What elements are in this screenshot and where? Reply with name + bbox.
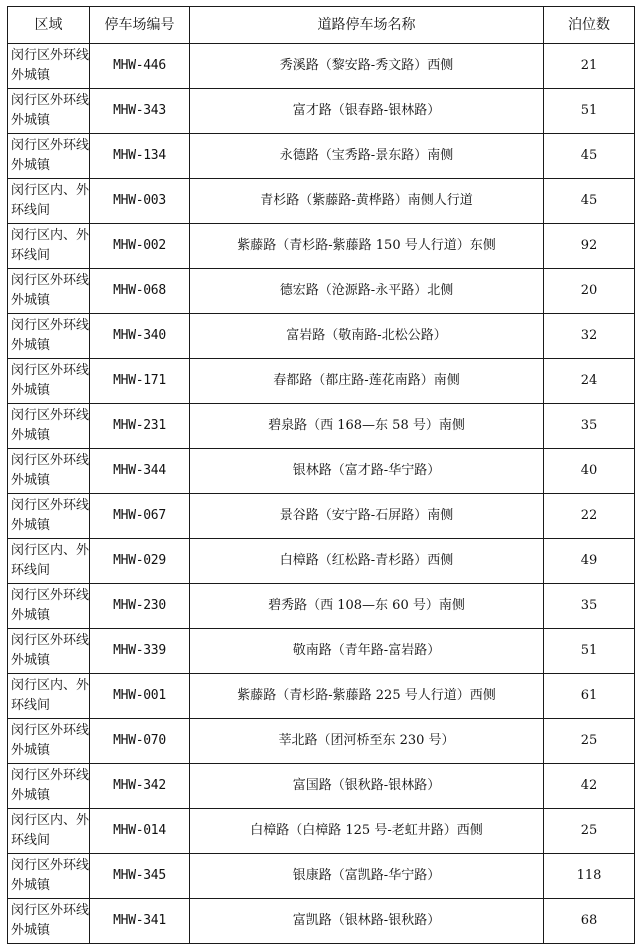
road-name: 紫藤路（青杉路-紫藤路 150 号人行道）东侧 xyxy=(190,224,544,269)
code-cell: MHW-340 xyxy=(90,314,190,359)
district-cell: 闵行区外环线外城镇 xyxy=(8,494,90,539)
spaces-cell: 45 xyxy=(544,134,635,179)
road-name: 秀溪路（黎安路-秀文路）西侧 xyxy=(190,44,544,89)
header-code: 停车场编号 xyxy=(90,7,190,44)
spaces-cell: 40 xyxy=(544,449,635,494)
table-row xyxy=(8,449,635,494)
table-row xyxy=(8,539,635,584)
table-row xyxy=(8,854,635,899)
table-row xyxy=(8,899,635,944)
code-cell: MHW-002 xyxy=(90,224,190,269)
header-spaces: 泊位数 xyxy=(544,7,635,44)
table-row xyxy=(8,674,635,719)
district-cell: 闵行区外环线外城镇 xyxy=(8,134,90,179)
road-name: 紫藤路（青杉路-紫藤路 225 号人行道）西侧 xyxy=(190,674,544,719)
table-row xyxy=(8,494,635,539)
district-cell: 闵行区外环线外城镇 xyxy=(8,719,90,764)
table-row xyxy=(8,224,635,269)
district-cell: 闵行区内、外环线间 xyxy=(8,179,90,224)
table-body xyxy=(8,44,635,944)
table-row xyxy=(8,314,635,359)
code-cell: MHW-068 xyxy=(90,269,190,314)
road-name: 银林路（富才路-华宁路） xyxy=(190,449,544,494)
road-name: 春都路（都庄路-莲花南路）南侧 xyxy=(190,359,544,404)
spaces-cell: 25 xyxy=(544,719,635,764)
road-name: 碧泉路（西 168—东 58 号）南侧 xyxy=(190,404,544,449)
code-cell: MHW-446 xyxy=(90,44,190,89)
district-cell: 闵行区外环线外城镇 xyxy=(8,404,90,449)
spaces-cell: 35 xyxy=(544,404,635,449)
district-cell: 闵行区外环线外城镇 xyxy=(8,89,90,134)
road-name: 富凯路（银林路-银秋路） xyxy=(190,899,544,944)
code-cell: MHW-134 xyxy=(90,134,190,179)
code-cell: MHW-001 xyxy=(90,674,190,719)
code-cell: MHW-171 xyxy=(90,359,190,404)
road-name: 永德路（宝秀路-景东路）南侧 xyxy=(190,134,544,179)
district-cell: 闵行区外环线外城镇 xyxy=(8,449,90,494)
road-name: 景谷路（安宁路-石屏路）南侧 xyxy=(190,494,544,539)
table-row xyxy=(8,89,635,134)
road-name: 富国路（银秋路-银林路） xyxy=(190,764,544,809)
district-cell: 闵行区内、外环线间 xyxy=(8,224,90,269)
spaces-cell: 92 xyxy=(544,224,635,269)
road-name: 德宏路（沧源路-永平路）北侧 xyxy=(190,269,544,314)
district-cell: 闵行区外环线外城镇 xyxy=(8,269,90,314)
district-cell: 闵行区外环线外城镇 xyxy=(8,629,90,674)
code-cell: MHW-014 xyxy=(90,809,190,854)
table-row xyxy=(8,404,635,449)
spaces-cell: 32 xyxy=(544,314,635,359)
spaces-cell: 20 xyxy=(544,269,635,314)
code-cell: MHW-230 xyxy=(90,584,190,629)
road-name: 青杉路（紫藤路-黄桦路）南侧人行道 xyxy=(190,179,544,224)
road-name: 富才路（银春路-银林路） xyxy=(190,89,544,134)
district-cell: 闵行区外环线外城镇 xyxy=(8,584,90,629)
road-name: 莘北路（团河桥至东 230 号） xyxy=(190,719,544,764)
table-row xyxy=(8,764,635,809)
spaces-cell: 24 xyxy=(544,359,635,404)
header-row xyxy=(8,7,635,44)
spaces-cell: 25 xyxy=(544,809,635,854)
code-cell: MHW-029 xyxy=(90,539,190,584)
road-name: 碧秀路（西 108—东 60 号）南侧 xyxy=(190,584,544,629)
table-row xyxy=(8,134,635,179)
table-row xyxy=(8,719,635,764)
spaces-cell: 49 xyxy=(544,539,635,584)
spaces-cell: 45 xyxy=(544,179,635,224)
code-cell: MHW-344 xyxy=(90,449,190,494)
spaces-cell: 35 xyxy=(544,584,635,629)
table-row xyxy=(8,44,635,89)
road-name: 富岩路（敬南路-北松公路） xyxy=(190,314,544,359)
spaces-cell: 51 xyxy=(544,89,635,134)
spaces-cell: 118 xyxy=(544,854,635,899)
district-cell: 闵行区外环线外城镇 xyxy=(8,854,90,899)
code-cell: MHW-345 xyxy=(90,854,190,899)
district-cell: 闵行区内、外环线间 xyxy=(8,809,90,854)
header-name: 道路停车场名称 xyxy=(190,7,544,44)
table-row xyxy=(8,809,635,854)
district-cell: 闵行区外环线外城镇 xyxy=(8,764,90,809)
spaces-cell: 51 xyxy=(544,629,635,674)
district-cell: 闵行区外环线外城镇 xyxy=(8,44,90,89)
spaces-cell: 42 xyxy=(544,764,635,809)
header-district: 区域 xyxy=(8,7,90,44)
district-cell: 闵行区内、外环线间 xyxy=(8,539,90,584)
table-row xyxy=(8,179,635,224)
table-row xyxy=(8,629,635,674)
code-cell: MHW-070 xyxy=(90,719,190,764)
parking-lot-table xyxy=(7,6,635,944)
table-row xyxy=(8,359,635,404)
district-cell: 闵行区外环线外城镇 xyxy=(8,314,90,359)
spaces-cell: 21 xyxy=(544,44,635,89)
code-cell: MHW-003 xyxy=(90,179,190,224)
district-cell: 闵行区外环线外城镇 xyxy=(8,359,90,404)
table-header xyxy=(8,7,635,44)
district-cell: 闵行区内、外环线间 xyxy=(8,674,90,719)
code-cell: MHW-343 xyxy=(90,89,190,134)
code-cell: MHW-339 xyxy=(90,629,190,674)
road-name: 白樟路（白樟路 125 号-老虹井路）西侧 xyxy=(190,809,544,854)
district-cell: 闵行区外环线外城镇 xyxy=(8,899,90,944)
road-name: 敬南路（青年路-富岩路） xyxy=(190,629,544,674)
code-cell: MHW-342 xyxy=(90,764,190,809)
spaces-cell: 68 xyxy=(544,899,635,944)
code-cell: MHW-067 xyxy=(90,494,190,539)
table-row xyxy=(8,584,635,629)
spaces-cell: 61 xyxy=(544,674,635,719)
code-cell: MHW-341 xyxy=(90,899,190,944)
road-name: 银康路（富凯路-华宁路） xyxy=(190,854,544,899)
road-name: 白樟路（红松路-青杉路）西侧 xyxy=(190,539,544,584)
spaces-cell: 22 xyxy=(544,494,635,539)
code-cell: MHW-231 xyxy=(90,404,190,449)
table-row xyxy=(8,269,635,314)
